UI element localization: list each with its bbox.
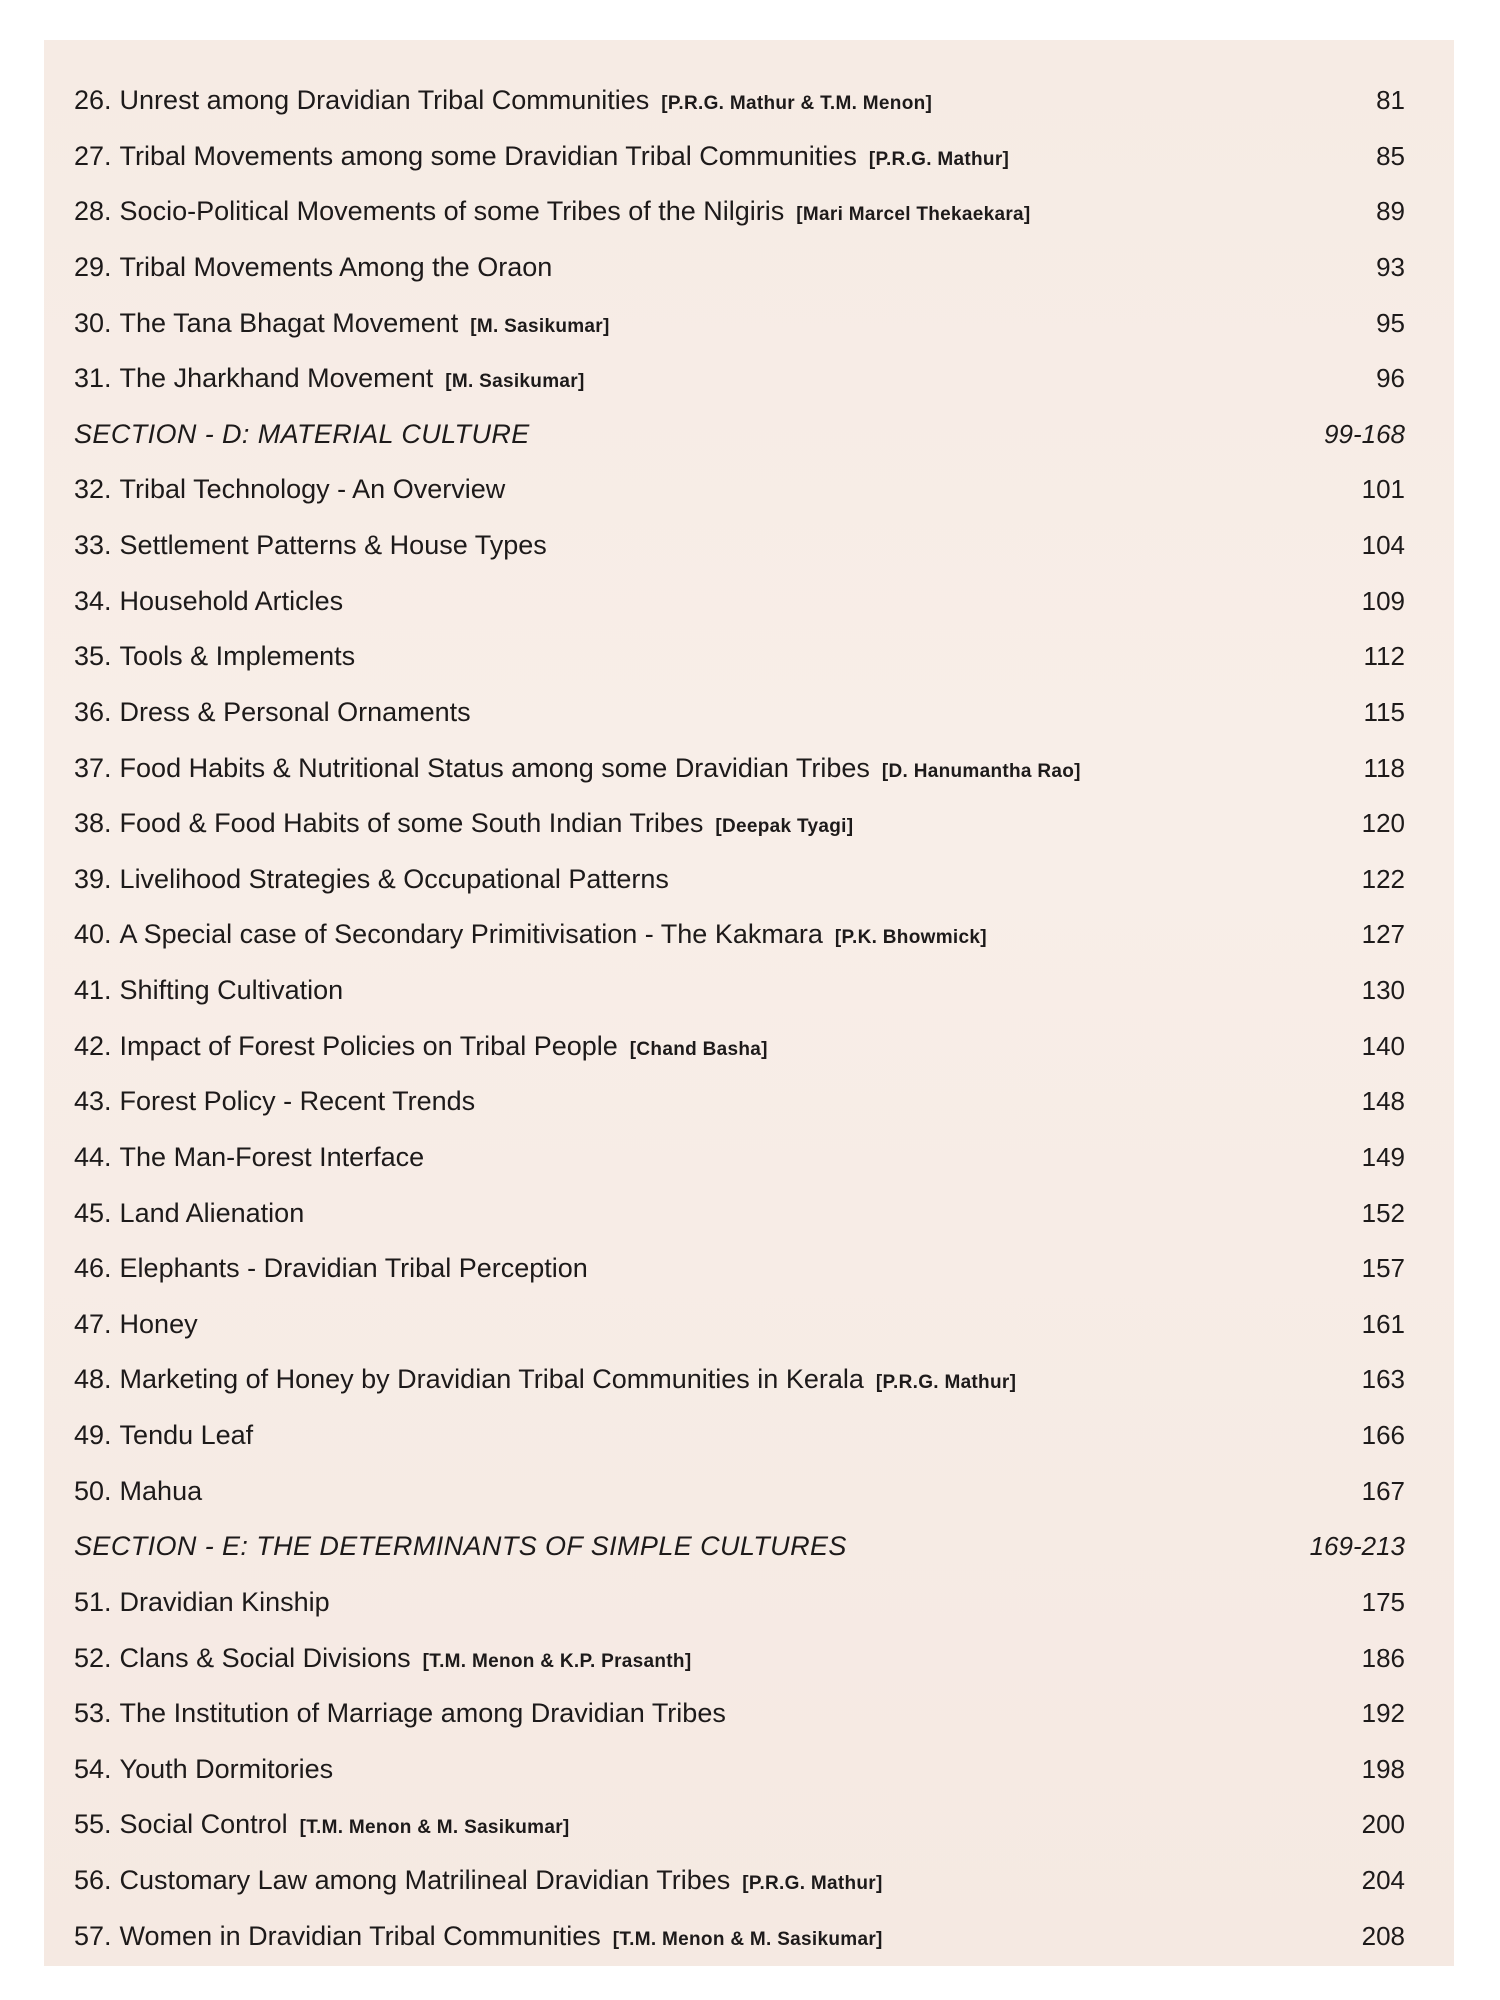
toc-entry-title: The Tana Bhagat Movement [119,307,459,338]
toc-entry-page: 175 [1361,1586,1405,1617]
toc-entry-page: 118 [1363,752,1405,783]
toc-entry-page: 122 [1361,863,1405,894]
toc-entry-number: 37. [74,752,112,783]
toc-row [74,301,1439,345]
toc-row-left [74,134,1009,182]
toc-entry-page: 112 [1363,641,1405,672]
toc-entry-page: 208 [1361,1920,1405,1951]
toc-entry-number: 43. [74,1086,112,1117]
toc-row [74,1802,1439,1846]
toc-row [74,857,1439,901]
toc-entry-title: SECTION - D: MATERIAL CULTURE [74,418,530,449]
toc-row [74,912,1439,956]
toc-row-left [74,1691,726,1735]
toc-entry-page: 149 [1361,1141,1405,1172]
toc-entry-number: 40. [74,919,112,950]
toc-entry-author: [P.R.G. Mathur & T.M. Menon] [661,93,933,114]
toc-section-heading [74,1524,1439,1568]
toc-entry-title: Clans & Social Divisions [119,1642,411,1673]
toc-entry-page: 166 [1361,1420,1405,1450]
toc-row [74,356,1439,400]
toc-entry-author: [P.R.G. Mathur] [868,148,1010,170]
toc-row-left [74,1246,588,1290]
toc-row-left [74,523,547,567]
toc-row [74,1413,1439,1457]
toc-entry-title: Social Control [119,1809,288,1840]
toc-entry-author: [P.R.G. Mathur] [742,1873,883,1894]
toc-entry-page: 104 [1361,530,1405,560]
toc-entry-title: Women in Dravidian Tribal Communities [119,1920,601,1951]
toc-row [74,1469,1439,1513]
toc-row-left [74,467,505,511]
toc-entry-page: 200 [1361,1809,1405,1840]
toc-entry-author: [P.K. Bhowmick] [834,927,987,949]
toc-entry-title: A Special case of Secondary Primitivisation - The Kakmara [119,919,823,950]
toc-entry-number: 26. [74,85,112,115]
toc-row-left [74,412,530,456]
toc-row [74,690,1439,734]
toc-entry-page: 115 [1363,696,1405,727]
toc-entry-number: 28. [74,196,112,227]
toc-entry-page: 140 [1361,1030,1405,1061]
toc-entry-title: Shifting Cultivation [119,975,344,1005]
toc-entry-number: 36. [74,696,112,727]
toc-entry-title: Food & Food Habits of some South Indian Tribes [119,808,704,839]
toc-entry-number: 39. [74,863,112,894]
toc-row [74,1024,1439,1068]
toc-entry-author: [Chand Basha] [629,1038,768,1060]
toc-row [74,245,1439,289]
toc-entry-number: 52. [74,1642,112,1673]
toc-row-left [74,1580,330,1624]
toc-entry-page: 152 [1361,1197,1405,1228]
toc-row-left [74,356,585,404]
toc-row-left [74,1914,883,1962]
toc-entry-number: 41. [74,975,112,1005]
toc-row [74,189,1439,233]
toc-entry-title: Food Habits & Nutritional Status among some Dravidian Tribes [119,752,870,783]
toc-entry-number: 54. [74,1753,112,1784]
toc-entry-title: Unrest among Dravidian Tribal Communities [119,85,650,115]
toc-entry-author: [D. Hanumantha Rao] [881,760,1081,782]
toc-entry-title: Marketing of Honey by Dravidian Tribal Communities in Kerala [119,1364,864,1395]
toc-entry-title: SECTION - E: THE DETERMINANTS OF SIMPLE CULTURES [74,1531,847,1562]
toc-entry-title: Dress & Personal Ornaments [119,696,471,727]
toc-entry-number: 30. [74,307,112,338]
toc-entry-number: 49. [74,1420,112,1450]
toc-row [74,1914,1439,1958]
toc-row-left [74,1747,333,1791]
toc-row [74,1135,1439,1179]
toc-entry-page: 93 [1376,251,1405,282]
toc-entry-author: [T.M. Menon & M. Sasikumar] [612,1928,883,1950]
toc-entry-title: Tribal Movements Among the Oraon [119,251,553,282]
toc-entry-title: Elephants - Dravidian Tribal Perception [119,1253,588,1284]
toc-entry-page: 120 [1361,808,1405,839]
toc-row [74,1636,1439,1680]
toc-entry-author: [Deepak Tyagi] [715,816,854,838]
toc-row-left [74,1191,304,1235]
toc-row [74,1580,1439,1624]
toc-entry-page: 186 [1361,1642,1405,1673]
toc-row-left [74,1024,768,1072]
toc-entry-title: Tribal Technology - An Overview [119,474,506,505]
toc-row [74,1357,1439,1401]
toc-row-left [74,1357,1016,1405]
toc-entry-page: 85 [1376,140,1405,171]
toc-entry-number: 33. [74,530,112,560]
toc-row [74,634,1439,678]
toc-entry-title: Mahua [119,1475,203,1506]
toc-entry-page: 81 [1376,85,1405,115]
toc-entry-author: [Mari Marcel Thekaekara] [796,204,1031,226]
toc-section-heading [74,412,1439,456]
toc-row-left [74,301,610,349]
toc-row [74,1858,1439,1902]
toc-row-left [74,1135,424,1179]
toc-row-left [74,1469,202,1513]
toc-entry-page: 148 [1361,1086,1405,1117]
toc-entry-number: 45. [74,1197,112,1228]
toc-entry-author: [M. Sasikumar] [445,371,585,393]
toc-entry-title: Tools & Implements [119,641,356,672]
toc-entry-title: Tendu Leaf [119,1420,254,1450]
toc-row-left [74,857,669,901]
toc-row [74,1079,1439,1123]
toc-entry-title: Customary Law among Matrilineal Dravidian Tribes [119,1865,731,1895]
scanned-page [44,40,1454,1966]
toc-entry-page: 130 [1361,975,1405,1005]
toc-row [74,134,1439,178]
toc-row [74,523,1439,567]
toc-entry-page: 161 [1361,1308,1405,1339]
toc-entry-title: The Institution of Marriage among Dravidian Tribes [119,1698,726,1729]
toc-row [74,1191,1439,1235]
toc-entry-number: 32. [74,474,112,505]
toc-entry-title: Livelihood Strategies & Occupational Patterns [119,863,669,894]
toc-entry-page: 198 [1361,1753,1405,1784]
toc-row [74,78,1439,122]
toc-entry-page: 99-168 [1324,418,1405,449]
toc-row [74,1747,1439,1791]
toc-row-left [74,1413,253,1457]
toc-entry-number: 53. [74,1698,112,1729]
toc-row-left [74,1636,691,1684]
toc-entry-number: 46. [74,1253,112,1284]
toc-entry-page: 89 [1376,196,1405,227]
toc-row [74,801,1439,845]
toc-row [74,1302,1439,1346]
toc-entry-page: 96 [1376,363,1405,394]
toc-entry-number: 48. [74,1364,112,1395]
toc-entry-number: 38. [74,808,112,839]
toc-entry-number: 31. [74,363,112,394]
toc-entry-page: 192 [1361,1698,1405,1729]
toc-entry-author: [M. Sasikumar] [470,315,610,337]
toc-entry-number: 50. [74,1475,112,1506]
toc-row-left [74,1302,198,1346]
toc-entry-title: Forest Policy - Recent Trends [119,1086,476,1117]
toc-row [74,467,1439,511]
toc-row-left [74,968,343,1012]
toc-entry-page: 109 [1361,585,1405,616]
toc-row-left [74,1802,570,1850]
toc-entry-author: [T.M. Menon & K.P. Prasanth] [422,1650,692,1672]
toc-entry-page: 169-213 [1309,1531,1405,1562]
toc-entry-number: 27. [74,140,112,171]
toc-row-left [74,78,932,126]
toc-entry-page: 167 [1361,1475,1405,1506]
toc-entry-author: [P.R.G. Mathur] [875,1372,1017,1394]
toc-entry-number: 34. [74,585,112,616]
toc-row-left [74,746,1081,794]
toc-entry-title: Household Articles [119,585,344,616]
toc-entry-page: 157 [1361,1253,1405,1284]
toc-row-left [74,1858,883,1906]
toc-entry-title: Settlement Patterns & House Types [119,530,547,560]
toc-entry-page: 204 [1361,1865,1405,1895]
toc-row [74,746,1439,790]
toc-row-left [74,634,355,678]
toc-entry-number: 35. [74,641,112,672]
toc-entry-number: 55. [74,1809,112,1840]
toc-entry-author: [T.M. Menon & M. Sasikumar] [299,1817,570,1839]
toc-row [74,579,1439,623]
toc-row-left [74,579,343,623]
toc-entry-title: Land Alienation [119,1197,305,1228]
table-of-contents [74,78,1439,1958]
toc-entry-page: 95 [1376,307,1405,338]
toc-entry-title: Impact of Forest Policies on Tribal People [119,1030,618,1061]
toc-entry-title: Tribal Movements among some Dravidian Tribal Communities [119,140,857,171]
toc-entry-number: 56. [74,1865,112,1895]
toc-row [74,1246,1439,1290]
toc-row-left [74,189,1031,237]
toc-entry-title: The Jharkhand Movement [119,363,434,394]
toc-entry-page: 101 [1361,474,1405,505]
toc-entry-number: 29. [74,251,112,282]
toc-row-left [74,245,552,289]
toc-entry-title: The Man-Forest Interface [119,1141,425,1172]
toc-row-left [74,1524,847,1568]
toc-entry-title: Honey [119,1308,198,1339]
toc-entry-number: 44. [74,1141,112,1172]
toc-entry-number: 57. [74,1920,112,1951]
toc-entry-title: Socio-Political Movements of some Tribes of the Nilgiris [119,196,785,227]
toc-entry-number: 47. [74,1308,112,1339]
toc-row [74,968,1439,1012]
toc-entry-page: 127 [1361,919,1405,950]
toc-entry-title: Dravidian Kinship [119,1586,330,1617]
toc-entry-title: Youth Dormitories [119,1753,334,1784]
toc-entry-number: 42. [74,1030,112,1061]
toc-row-left [74,912,987,960]
toc-entry-number: 51. [74,1586,112,1617]
toc-row [74,1691,1439,1735]
toc-row-left [74,690,471,734]
toc-entry-page: 163 [1361,1364,1405,1395]
toc-row-left [74,1079,475,1123]
toc-row-left [74,801,853,849]
